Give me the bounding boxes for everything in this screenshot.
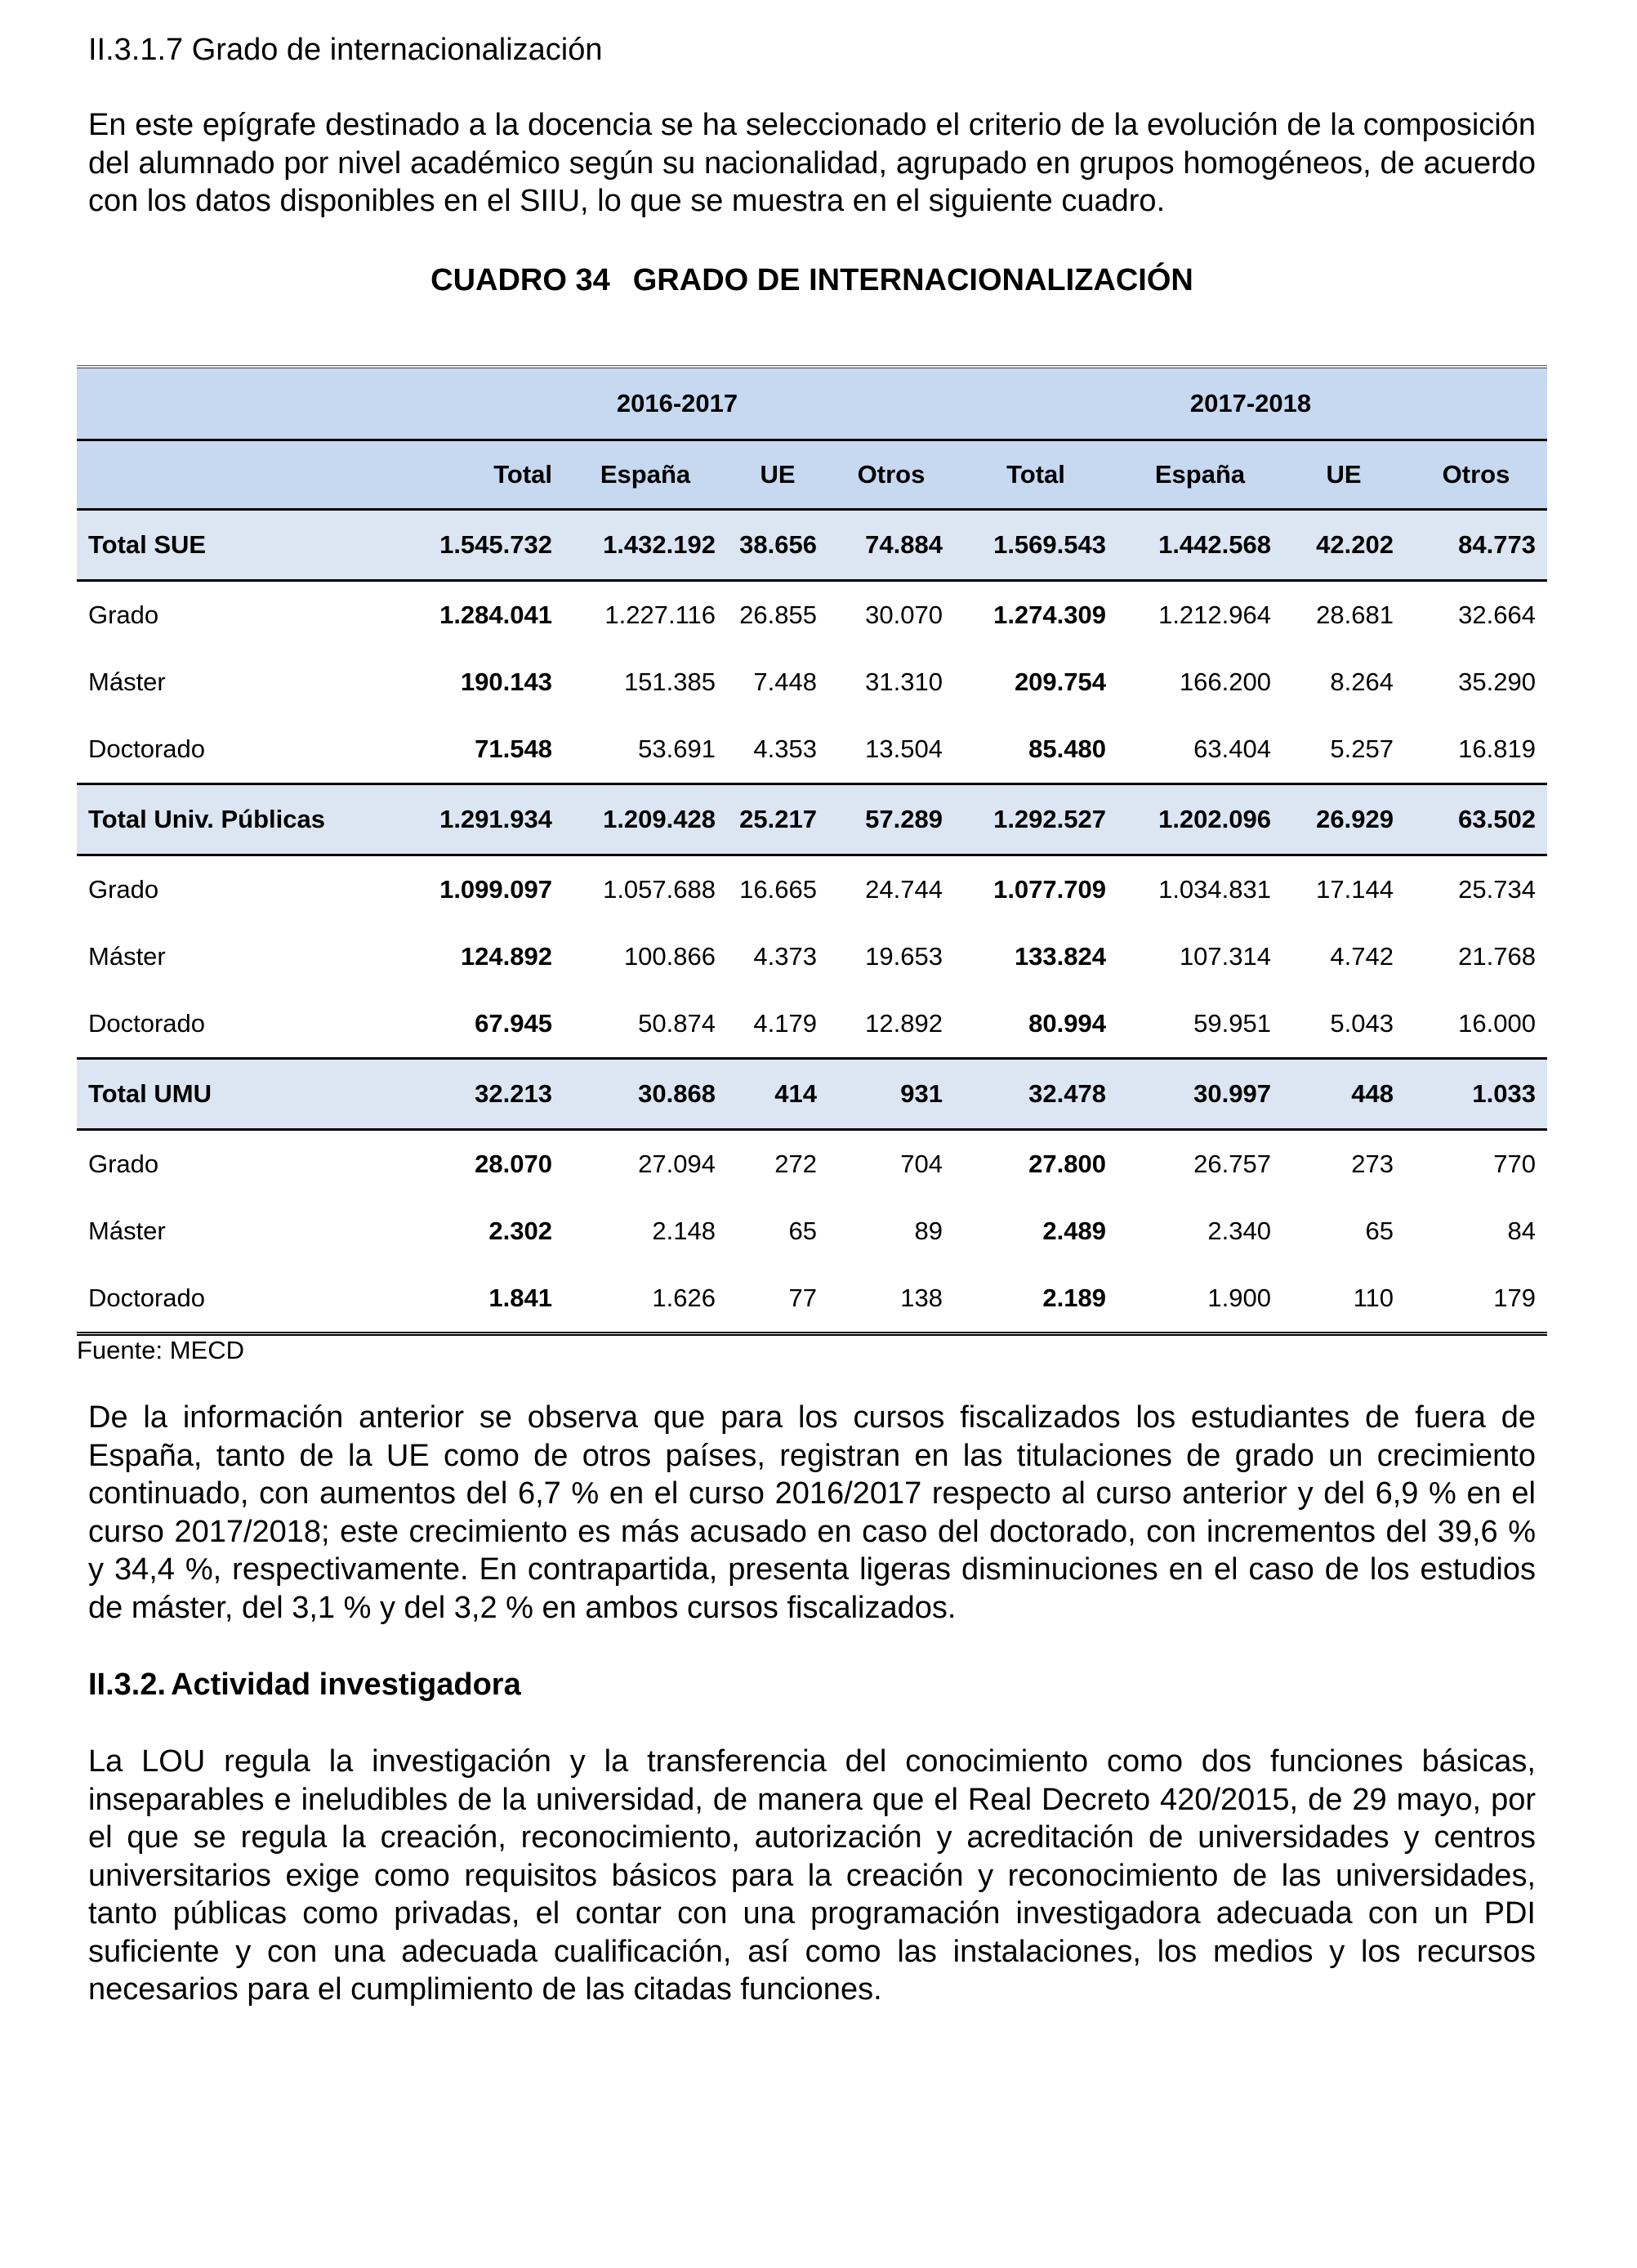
table-total-row [77,510,1547,581]
table-cell: 30.070 [865,600,943,629]
row-label: Total UMU [77,1059,400,1130]
table-cell: 166.200 [1179,667,1271,696]
table-cell: 1.841 [400,1265,564,1334]
column-header: Otros [828,440,954,510]
column-header: Total [400,440,564,510]
table-cell: 65 [1365,1217,1394,1245]
table-cell: 27.800 [1028,1150,1106,1178]
table-cell: 42.202 [1282,510,1405,581]
table-cell: 2.489 [1042,1217,1106,1245]
table-cell: 931 [828,1059,954,1130]
year-header: 2016-2017 [400,367,954,440]
row-label: Total SUE [77,510,400,581]
table-cell: 4.353 [727,716,828,784]
table-cell: 2.302 [488,1217,552,1245]
table-cell: 85.480 [954,716,1117,784]
table-cell: 30.997 [1117,1059,1282,1130]
table-cell: 84 [1507,1217,1536,1245]
table-cell: 1.569.543 [954,510,1117,581]
table-cell: 1.099.097 [439,875,552,904]
table-cell: 209.754 [1014,667,1106,696]
table-cell: 1.291.934 [400,784,564,855]
table-cell: 107.314 [1179,942,1271,971]
table-cell: 30.868 [564,1059,727,1130]
table-cell: 74.884 [828,510,954,581]
table-cell: 1.033 [1405,1059,1547,1130]
table-cell: 32.664 [1458,600,1536,629]
row-label: Grado [88,1150,159,1178]
table-cell: 16.000 [1405,990,1547,1059]
table-cell: 1.202.096 [1117,784,1282,855]
table-cell: 65 [788,1217,817,1245]
table-cell: 80.994 [954,990,1117,1059]
table-caption-title: GRADO DE INTERNACIONALIZACIÓN [632,262,1193,297]
table-cell: 12.892 [828,990,954,1059]
table-cell: 2.189 [954,1265,1117,1334]
table-cell: 84.773 [1405,510,1547,581]
table-cell: 179 [1405,1265,1547,1334]
year-header: 2017-2018 [954,367,1547,440]
document-page [88,31,1536,299]
table-cell: 133.824 [1014,942,1106,971]
table-cell: 414 [727,1059,828,1130]
table-cell: 2.148 [652,1217,716,1245]
table-cell: 50.874 [564,990,727,1059]
table-cell: 19.653 [865,942,943,971]
table-cell: 7.448 [753,667,817,696]
table-cell: 151.385 [623,667,716,696]
table-cell: 38.656 [727,510,828,581]
table-row [77,923,1547,990]
table-cell: 24.744 [865,875,943,904]
section-heading [88,1666,1536,1703]
table-cell: 67.945 [400,990,564,1059]
table-cell: 25.217 [727,784,828,855]
table-cell: 77 [727,1265,828,1334]
table-row [77,1198,1547,1265]
table-cell: 17.144 [1316,875,1394,904]
table-cell: 770 [1493,1150,1536,1178]
header-corner [77,440,400,510]
column-header: UE [727,440,828,510]
analysis-paragraph: De la información anterior se observa que para los cursos fiscalizados los estudiantes de fuera de España, tanto de la UE como de otros países, registran en las titulaciones de grado un crecimiento continuado, con aumentos del 6,7 % en el curso 2016/2017 respecto al curso anterior y del 6,9 % en el curso 2017/2018; este crecimiento es más acusado en caso del doctorado, con incrementos del 39,6 % y 34,4 %, respectivamente. En contrapartida, presenta ligeras disminuciones en el caso de los estudios de máster, del 3,1 % y del 3,2 % en ambos cursos fiscalizados. [88,1400,1536,1625]
table-cell: 26.757 [1193,1150,1271,1178]
table-row [77,1130,1547,1199]
table-cell: 21.768 [1458,942,1536,971]
table-cell: 8.264 [1330,667,1394,696]
table-cell: 53.691 [564,716,727,784]
table-cell: 5.257 [1282,716,1405,784]
table-cell: 16.819 [1405,716,1547,784]
row-label: Doctorado [77,1265,400,1334]
table-cell: 1.626 [564,1265,727,1334]
table-row [77,855,1547,924]
column-header-row [77,440,1547,510]
table-cell: 16.665 [739,875,817,904]
table-cell: 1.442.568 [1117,510,1282,581]
table-cell: 1.227.116 [604,600,716,629]
table-cell: 273 [1351,1150,1394,1178]
internationalization-table [77,365,1547,1336]
column-header: España [1117,440,1282,510]
table-cell: 1.900 [1117,1265,1282,1334]
section-paragraph: La LOU regula la investigación y la transferencia del conocimiento como dos funciones básicas, inseparables e ineludibles de la universidad, de manera que el Real Decreto 420/2015, de 29 mayo, por el que se regula la creación, reconocimiento, autorización y acreditación de universidades y centros universitarios exige como requisitos básicos para la creación y reconocimiento de las universidades, tanto públicas como privadas, el contar con una programación investigadora adecuada con un PDI suficiente y con una adecuada cualificación, así como las instalaciones, los medios y los recursos necesarios para el cumplimiento de las citadas funciones. [88,1744,1536,2007]
table-cell: 448 [1282,1059,1405,1130]
table-cell: 1.034.831 [1158,875,1271,904]
row-label: Total Univ. Públicas [77,784,400,855]
table-cell: 28.070 [475,1150,552,1178]
table-cell: 63.404 [1117,716,1282,784]
table-cell: 1.209.428 [564,784,727,855]
table-row [77,716,1547,784]
table-cell: 4.742 [1330,942,1394,971]
table-cell: 704 [900,1150,943,1178]
column-header: España [564,440,727,510]
row-label: Máster [88,1217,166,1245]
table-cell: 13.504 [828,716,954,784]
table-cell: 4.179 [727,990,828,1059]
table-cell: 59.951 [1117,990,1282,1059]
year-header-row [77,367,1547,440]
header-corner [77,367,400,440]
row-label: Grado [88,600,159,629]
section-number: II.3.2. [88,1668,167,1702]
table-cell: 138 [828,1265,954,1334]
column-header: Total [954,440,1117,510]
row-label: Doctorado [77,990,400,1059]
table-cell: 89 [914,1217,943,1245]
table-cell: 190.143 [460,667,552,696]
table-total-row [77,784,1547,855]
table-cell: 26.855 [739,600,817,629]
table-cell: 26.929 [1282,784,1405,855]
table-cell: 1.284.041 [439,600,552,629]
table-row [77,1265,1547,1334]
row-label: Grado [88,875,159,904]
column-header: UE [1282,440,1405,510]
table-cell: 2.340 [1207,1217,1271,1245]
section-title: Actividad investigadora [171,1668,521,1702]
column-header: Otros [1405,440,1547,510]
table-body [77,510,1547,1334]
table-cell: 31.310 [865,667,943,696]
table-cell: 25.734 [1458,875,1536,904]
table-cell: 63.502 [1405,784,1547,855]
table-cell: 1.212.964 [1158,600,1271,629]
table-cell: 1.274.309 [993,600,1106,629]
table-caption [88,261,1536,299]
table-cell: 1.057.688 [603,875,716,904]
intro-paragraph: En este epígrafe destinado a la docencia se ha seleccionado el criterio de la evolución de la composición del alumnado por nivel académico según su nacionalidad, agrupado en grupos homogéneos, de acuerdo con los datos disponibles en el SIIU, lo que se muestra en el siguiente cuadro. [88,108,1536,218]
table-cell: 110 [1282,1265,1405,1334]
table-row [77,990,1547,1059]
table-cell: 100.866 [623,942,716,971]
table-cell: 28.681 [1316,600,1394,629]
row-label: Máster [88,667,166,696]
row-label: Máster [88,942,166,971]
document-page-continued [88,1399,1536,2009]
table-cell: 57.289 [828,784,954,855]
subheading: II.3.1.7 Grado de internacionalización [88,33,603,67]
row-label: Doctorado [77,716,400,784]
table-cell: 1.292.527 [954,784,1117,855]
table-cell: 1.077.709 [993,875,1106,904]
table-cell: 272 [774,1150,817,1178]
table-cell: 124.892 [460,942,552,971]
table-cell: 1.432.192 [564,510,727,581]
internationalization-table-wrap [77,365,1547,1365]
table-cell: 1.545.732 [400,510,564,581]
table-cell: 35.290 [1458,667,1536,696]
table-cell: 71.548 [400,716,564,784]
table-cell: 27.094 [638,1150,716,1178]
table-row [77,649,1547,716]
table-source: Fuente: MECD [77,1336,245,1364]
table-row [77,581,1547,650]
table-total-row [77,1059,1547,1130]
table-cell: 32.213 [400,1059,564,1130]
table-caption-number: CUADRO 34 [430,262,610,297]
table-cell: 32.478 [954,1059,1117,1130]
table-cell: 5.043 [1282,990,1405,1059]
table-cell: 4.373 [753,942,817,971]
